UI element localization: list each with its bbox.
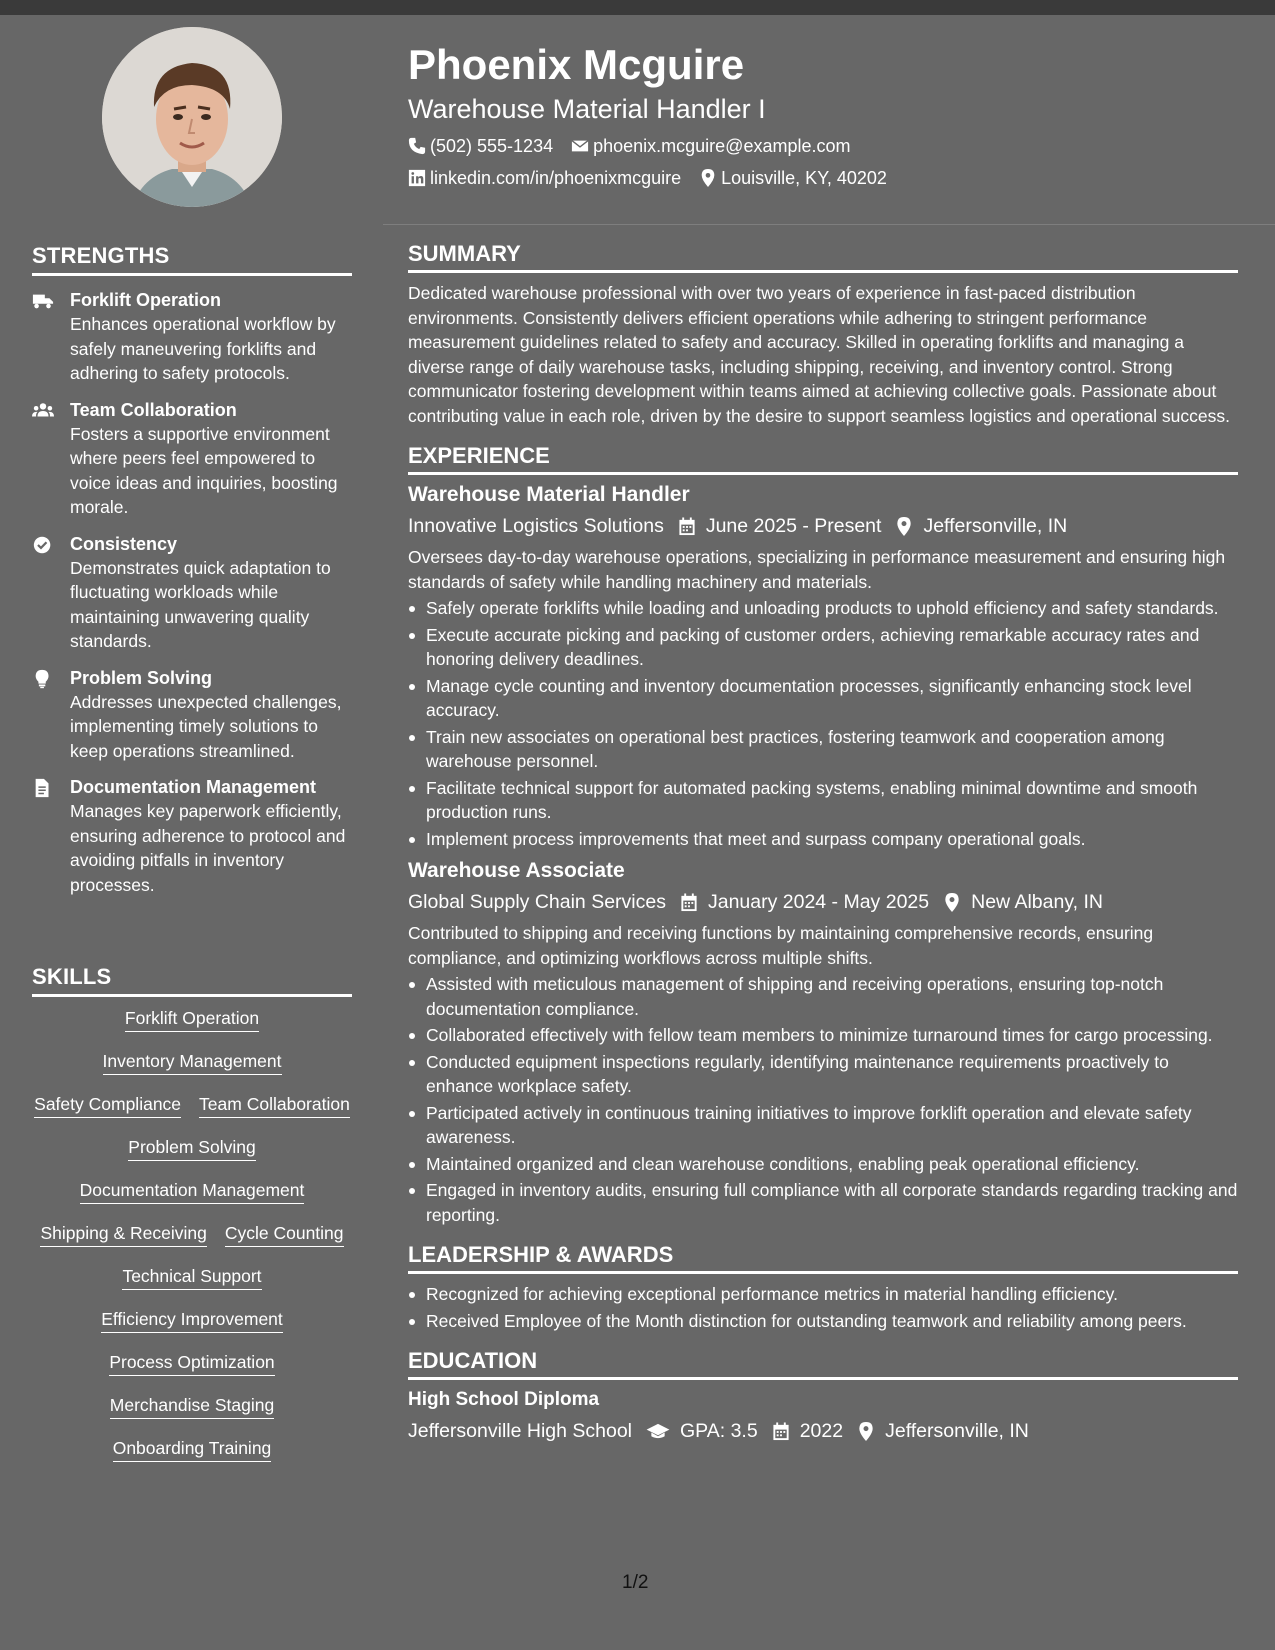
summary-section: [408, 240, 1238, 428]
education-year-text: 2022: [799, 1420, 844, 1442]
job-meta: [408, 887, 1238, 917]
awards-heading: LEADERSHIP & AWARDS: [408, 1241, 1238, 1274]
job-entry: [408, 857, 1238, 1227]
document-icon: [32, 775, 70, 897]
skill-tag: Shipping & Receiving: [40, 1222, 206, 1247]
skills-list: [32, 997, 352, 1480]
strength-desc: Demonstrates quick adaptation to fluctuating workloads while maintaining unwavering quality standards.: [70, 557, 331, 651]
job-role: Warehouse Material Handler: [408, 483, 690, 506]
candidate-name: Phoenix Mcguire: [408, 41, 745, 88]
resume-header: [408, 40, 1238, 190]
strength-item: [32, 532, 352, 654]
skill-tag: Cycle Counting: [225, 1222, 344, 1247]
location-contact: [699, 166, 887, 190]
award-item: Recognized for achieving exceptional performance metrics in material handling efficiency.: [408, 1282, 1238, 1307]
education-gpa: [646, 1416, 758, 1446]
strength-desc: Manages key paperwork efficiently, ensuring adherence to protocol and avoiding pitfalls in inventory processes.: [70, 801, 346, 895]
job-bullet: Engaged in inventory audits, ensuring full compliance with all corporate standards regarding tracking and reporting.: [408, 1178, 1238, 1227]
job-company: Innovative Logistics Solutions: [408, 515, 664, 537]
strength-item: [32, 288, 352, 386]
job-description: Oversees day-to-day warehouse operations, specializing in performance measurement and ensuring high standards of safety while handling machinery and materials.: [408, 547, 1226, 592]
phone-icon: [408, 137, 426, 155]
education-location: [857, 1416, 1029, 1446]
job-location-text: New Albany, IN: [971, 891, 1103, 913]
job-dates-text: January 2024 - May 2025: [707, 891, 930, 913]
job-dates: [678, 511, 882, 541]
strengths-section: [32, 243, 352, 897]
skill-tag: Problem Solving: [128, 1136, 255, 1161]
strength-title: Team Collaboration: [70, 399, 237, 420]
strengths-heading: STRENGTHS: [32, 243, 352, 276]
job-dates: [680, 887, 929, 917]
job-entry: [408, 481, 1238, 851]
job-bullet: Facilitate technical support for automated packing systems, enabling minimal downtime and smooth production runs.: [408, 776, 1238, 825]
page-number: 1/2: [622, 1572, 649, 1593]
skill-tag: Forklift Operation: [125, 1007, 259, 1032]
skill-tag: Documentation Management: [80, 1179, 305, 1204]
job-role: Warehouse Associate: [408, 859, 625, 882]
job-bullets: [408, 972, 1238, 1227]
strength-title: Documentation Management: [70, 777, 317, 797]
job-bullet: Execute accurate picking and packing of customer orders, achieving remarkable accuracy rates and honoring delivery deadlines.: [408, 623, 1238, 672]
job-bullet: Safely operate forklifts while loading and unloading products to uphold efficiency and safety standards.: [408, 596, 1238, 621]
calendar-icon: [680, 893, 698, 912]
education-degree: High School Diploma: [408, 1389, 600, 1410]
calendar-icon: [678, 517, 696, 536]
skill-tag: Team Collaboration: [199, 1093, 350, 1118]
map-pin-icon: [895, 517, 913, 536]
job-bullet: Implement process improvements that meet and surpass company operational goals.: [408, 827, 1238, 852]
job-meta: [408, 511, 1238, 541]
phone-text: (502) 555-1234: [430, 136, 554, 156]
strength-item: [32, 398, 352, 520]
skill-tag: Merchandise Staging: [110, 1394, 274, 1419]
candidate-title: Warehouse Material Handler I: [408, 94, 766, 124]
contact-row: [408, 134, 1238, 158]
envelope-icon: [571, 137, 589, 155]
summary-heading: SUMMARY: [408, 240, 1238, 273]
skill-tag: Inventory Management: [103, 1050, 282, 1075]
linkedin-contact[interactable]: [408, 166, 681, 190]
strength-item: [32, 666, 352, 764]
strength-item: [32, 775, 352, 897]
truck-icon: [32, 288, 70, 386]
map-pin-icon: [699, 169, 717, 187]
job-bullet: Manage cycle counting and inventory documentation processes, significantly enhancing stock level accuracy.: [408, 674, 1238, 723]
calendar-icon: [772, 1422, 790, 1441]
job-bullet: Maintained organized and clean warehouse conditions, enabling peak operational efficiency.: [408, 1152, 1238, 1177]
users-icon: [32, 398, 70, 520]
email-contact[interactable]: [571, 134, 850, 158]
skill-tag: Process Optimization: [109, 1351, 274, 1376]
job-description: Contributed to shipping and receiving functions by maintaining comprehensive records, ensuring compliance, and optimizing workflows across multiple shifts.: [408, 923, 1154, 968]
strength-desc: Fosters a supportive environment where peers feel empowered to voice ideas and inquiries, boosting morale.: [70, 423, 338, 517]
check-circle-icon: [32, 532, 70, 654]
job-bullet: Assisted with meticulous management of shipping and receiving operations, ensuring top-notch documentation compliance.: [408, 972, 1238, 1021]
skills-section: [32, 964, 352, 1480]
awards-section: [408, 1241, 1238, 1333]
awards-list: [408, 1282, 1238, 1333]
linkedin-icon: [408, 169, 426, 187]
strength-title: Problem Solving: [70, 667, 213, 688]
main-content: [408, 240, 1238, 1460]
graduation-cap-icon: [646, 1422, 670, 1441]
lightbulb-icon: [32, 666, 70, 764]
summary-text: Dedicated warehouse professional with over two years of experience in fast-paced distribution environments. Consistently delivers efficient operations while adhering to stringent performance measurement guidelines related to safety and accuracy. Skilled in operating forklifts and managing a diverse range of daily warehouse tasks, including shipping, receiving, and inventory control. Strong communicator fostering development within teams aimed at achieving collective goals. Passionate about contributing value in each role, driven by the desire to support seamless logistics and operational success.: [408, 283, 1230, 426]
job-bullet: Participated actively in continuous training initiatives to improve forklift operation and elevate safety awareness.: [408, 1101, 1238, 1150]
header-divider: [383, 224, 1275, 225]
strength-desc: Enhances operational workflow by safely maneuvering forklifts and adhering to safety protocols.: [70, 314, 336, 383]
award-item: Received Employee of the Month distinction for outstanding teamwork and reliability among peers.: [408, 1309, 1238, 1334]
job-bullets: [408, 596, 1238, 851]
strength-title: Forklift Operation: [70, 290, 222, 310]
map-pin-icon: [857, 1422, 875, 1441]
email-link[interactable]: phoenix.mcguire@example.com: [593, 136, 851, 156]
experience-section: [408, 442, 1238, 1227]
education-location-text: Jeffersonville, IN: [885, 1420, 1029, 1442]
skill-tag: Technical Support: [122, 1265, 261, 1290]
education-heading: EDUCATION: [408, 1347, 1238, 1380]
phone-contact: [408, 134, 553, 158]
skill-tag: Onboarding Training: [113, 1437, 272, 1462]
job-dates-text: June 2025 - Present: [705, 515, 882, 537]
location-text: Louisville, KY, 40202: [721, 168, 887, 188]
job-location: [943, 887, 1103, 917]
job-bullet: Train new associates on operational best practices, fostering teamwork and cooperation among warehouse personnel.: [408, 725, 1238, 774]
skills-heading: SKILLS: [32, 964, 352, 997]
education-gpa-text: GPA: 3.5: [680, 1420, 758, 1442]
avatar: [102, 27, 282, 207]
education-meta: [408, 1416, 1238, 1446]
job-bullet: Collaborated effectively with fellow team members to minimize turnaround times for cargo processing.: [408, 1023, 1238, 1048]
contact-row: [408, 166, 1238, 190]
strength-title: Consistency: [70, 533, 178, 554]
job-company: Global Supply Chain Services: [408, 891, 666, 913]
education-school: Jeffersonville High School: [408, 1420, 633, 1442]
linkedin-link[interactable]: linkedin.com/in/phoenixmcguire: [430, 168, 682, 188]
education-year: [772, 1416, 843, 1446]
job-location-text: Jeffersonville, IN: [923, 515, 1068, 537]
job-location: [895, 511, 1067, 541]
skill-tag: Safety Compliance: [34, 1093, 181, 1118]
map-pin-icon: [943, 893, 961, 912]
job-bullet: Conducted equipment inspections regularly, identifying maintenance requirements proactively to enhance workplace safety.: [408, 1050, 1238, 1099]
skill-tag: Efficiency Improvement: [101, 1308, 283, 1333]
education-section: [408, 1347, 1238, 1446]
experience-heading: EXPERIENCE: [408, 442, 1238, 475]
top-bar: [0, 0, 1275, 15]
strength-desc: Addresses unexpected challenges, implementing timely solutions to keep operations streamlined.: [70, 691, 342, 761]
